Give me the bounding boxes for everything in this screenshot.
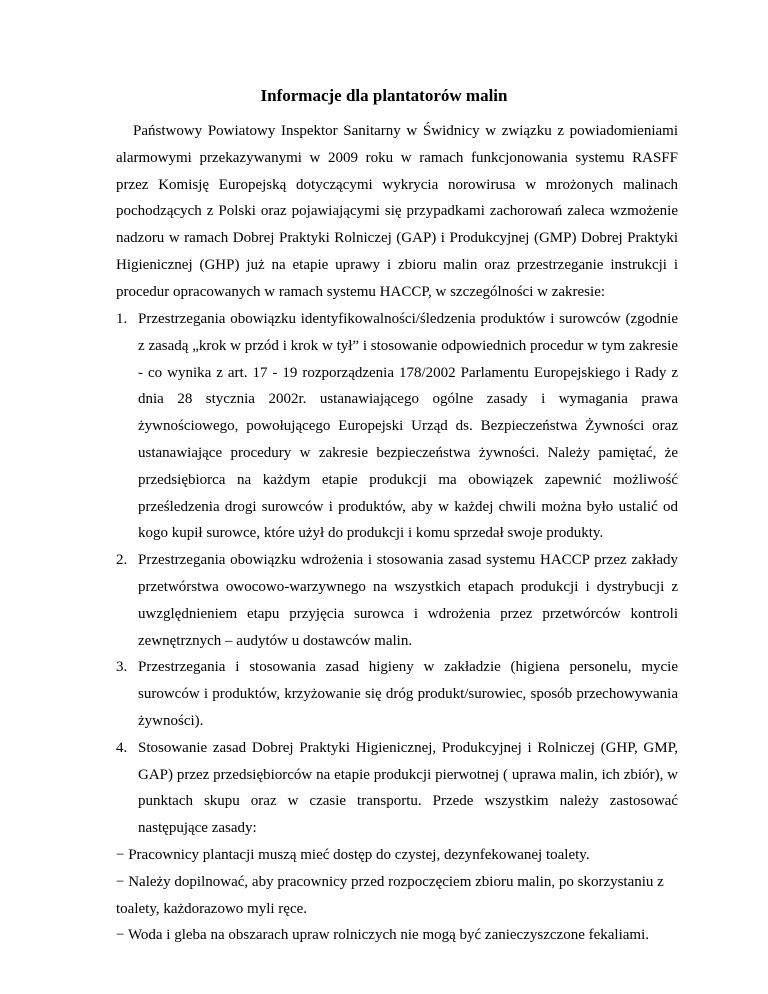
rule-item: − Należy dopilnować, aby pracownicy przed rozpoczęciem zbioru malin, po skorzystaniu z toalety, każdorazowo myli ręce.: [116, 873, 664, 917]
list-item-number: 3.: [116, 659, 128, 676]
recommendations-list: [116, 306, 678, 842]
list-item-text: Przestrzegania obowiązku identyfikowalności/śledzenia produktów i surowców (zgodnie z zasadą „krok w przód i krok w tył” i stosowanie odpowiednich procedur w tym zakresie - co wynika z art. 17 - 19 rozporządzenia 178/2002 Parlamentu Europejskiego i Rady z dnia 28 stycznia 2002r. ustanawiającego ogólne zasady i wymagania prawa żywnościowego, powołującego Europejski Urząd ds. Bezpieczeństwa Żywności oraz ustanawiające procedury w zakresie bezpieczeństwa żywności. Należy pamiętać, że przedsiębiorca na każdym etapie produkcji ma obowiązek zapewnić możliwość prześledzenia drogi surowców i produktów, aby w każdej chwili można było ustalić od kogo kupił surowce, które użył do produkcji i komu sprzedał swoje produkty.: [138, 311, 678, 542]
document-title: Informacje dla plantatorów malin: [260, 86, 508, 105]
list-item-text: Stosowanie zasad Dobrej Praktyki Higienicznej, Produkcyjnej i Rolniczej (GHP, GMP, GAP) przez przedsiębiorców na etapie produkcji pierwotnej ( uprawa malin, ich zbiór), w punktach skupu oraz w czasie transportu. Przede wszystkim należy zastosować następujące zasady:: [138, 739, 678, 837]
list-item: [116, 735, 678, 842]
intro-paragraph: Państwowy Powiatowy Inspektor Sanitarny w Świdnicy w związku z powiadomieniami alarmowymi przekazywanymi w 2009 roku w ramach funkcjonowania systemu RASFF przez Komisję Europejską dotyczącymi wykrycia norowirusa w mrożonych malinach pochodzących z Polski oraz pojawiającymi się przypadkami zachorowań zaleca wzmożenie nadzoru w ramach Dobrej Praktyki Rolniczej (GAP) i Produkcyjnej (GMP) Dobrej Praktyki Higienicznej (GHP) już na etapie uprawy i zbioru malin oraz przestrzeganie instrukcji i procedur opracowanych w ramach systemu HACCP, w szczególności w zakresie:: [116, 123, 678, 300]
rule-item: − Pracownicy plantacji muszą mieć dostęp do czystej, dezynfekowanej toalety.: [116, 847, 590, 863]
rules-list: [116, 842, 678, 949]
list-item: [116, 547, 678, 654]
list-item: [116, 306, 678, 547]
list-item-number: 4.: [116, 739, 128, 756]
list-item-text: Przestrzegania obowiązku wdrożenia i stosowania zasad systemu HACCP przez zakłady przetwórstwa owocowo-warzywnego na wszystkich etapach produkcji i dystrybucji z uwzględnieniem etapu przyjęcia surowca i wdrożenia przez przetwórców kontroli zewnętrznych – audytów u dostawców malin.: [138, 552, 678, 649]
list-item: [116, 654, 678, 734]
list-item-text: Przestrzegania i stosowania zasad higieny w zakładzie (higiena personelu, mycie surowców i produktów, krzyżowanie się dróg produkt/surowiec, sposób przechowywania żywności).: [138, 659, 678, 729]
list-item-number: 1.: [116, 311, 128, 327]
rule-item: − Woda i gleba na obszarach upraw rolniczych nie mogą być zanieczyszczone fekaliami.: [116, 927, 649, 944]
list-item-number: 2.: [116, 552, 128, 569]
